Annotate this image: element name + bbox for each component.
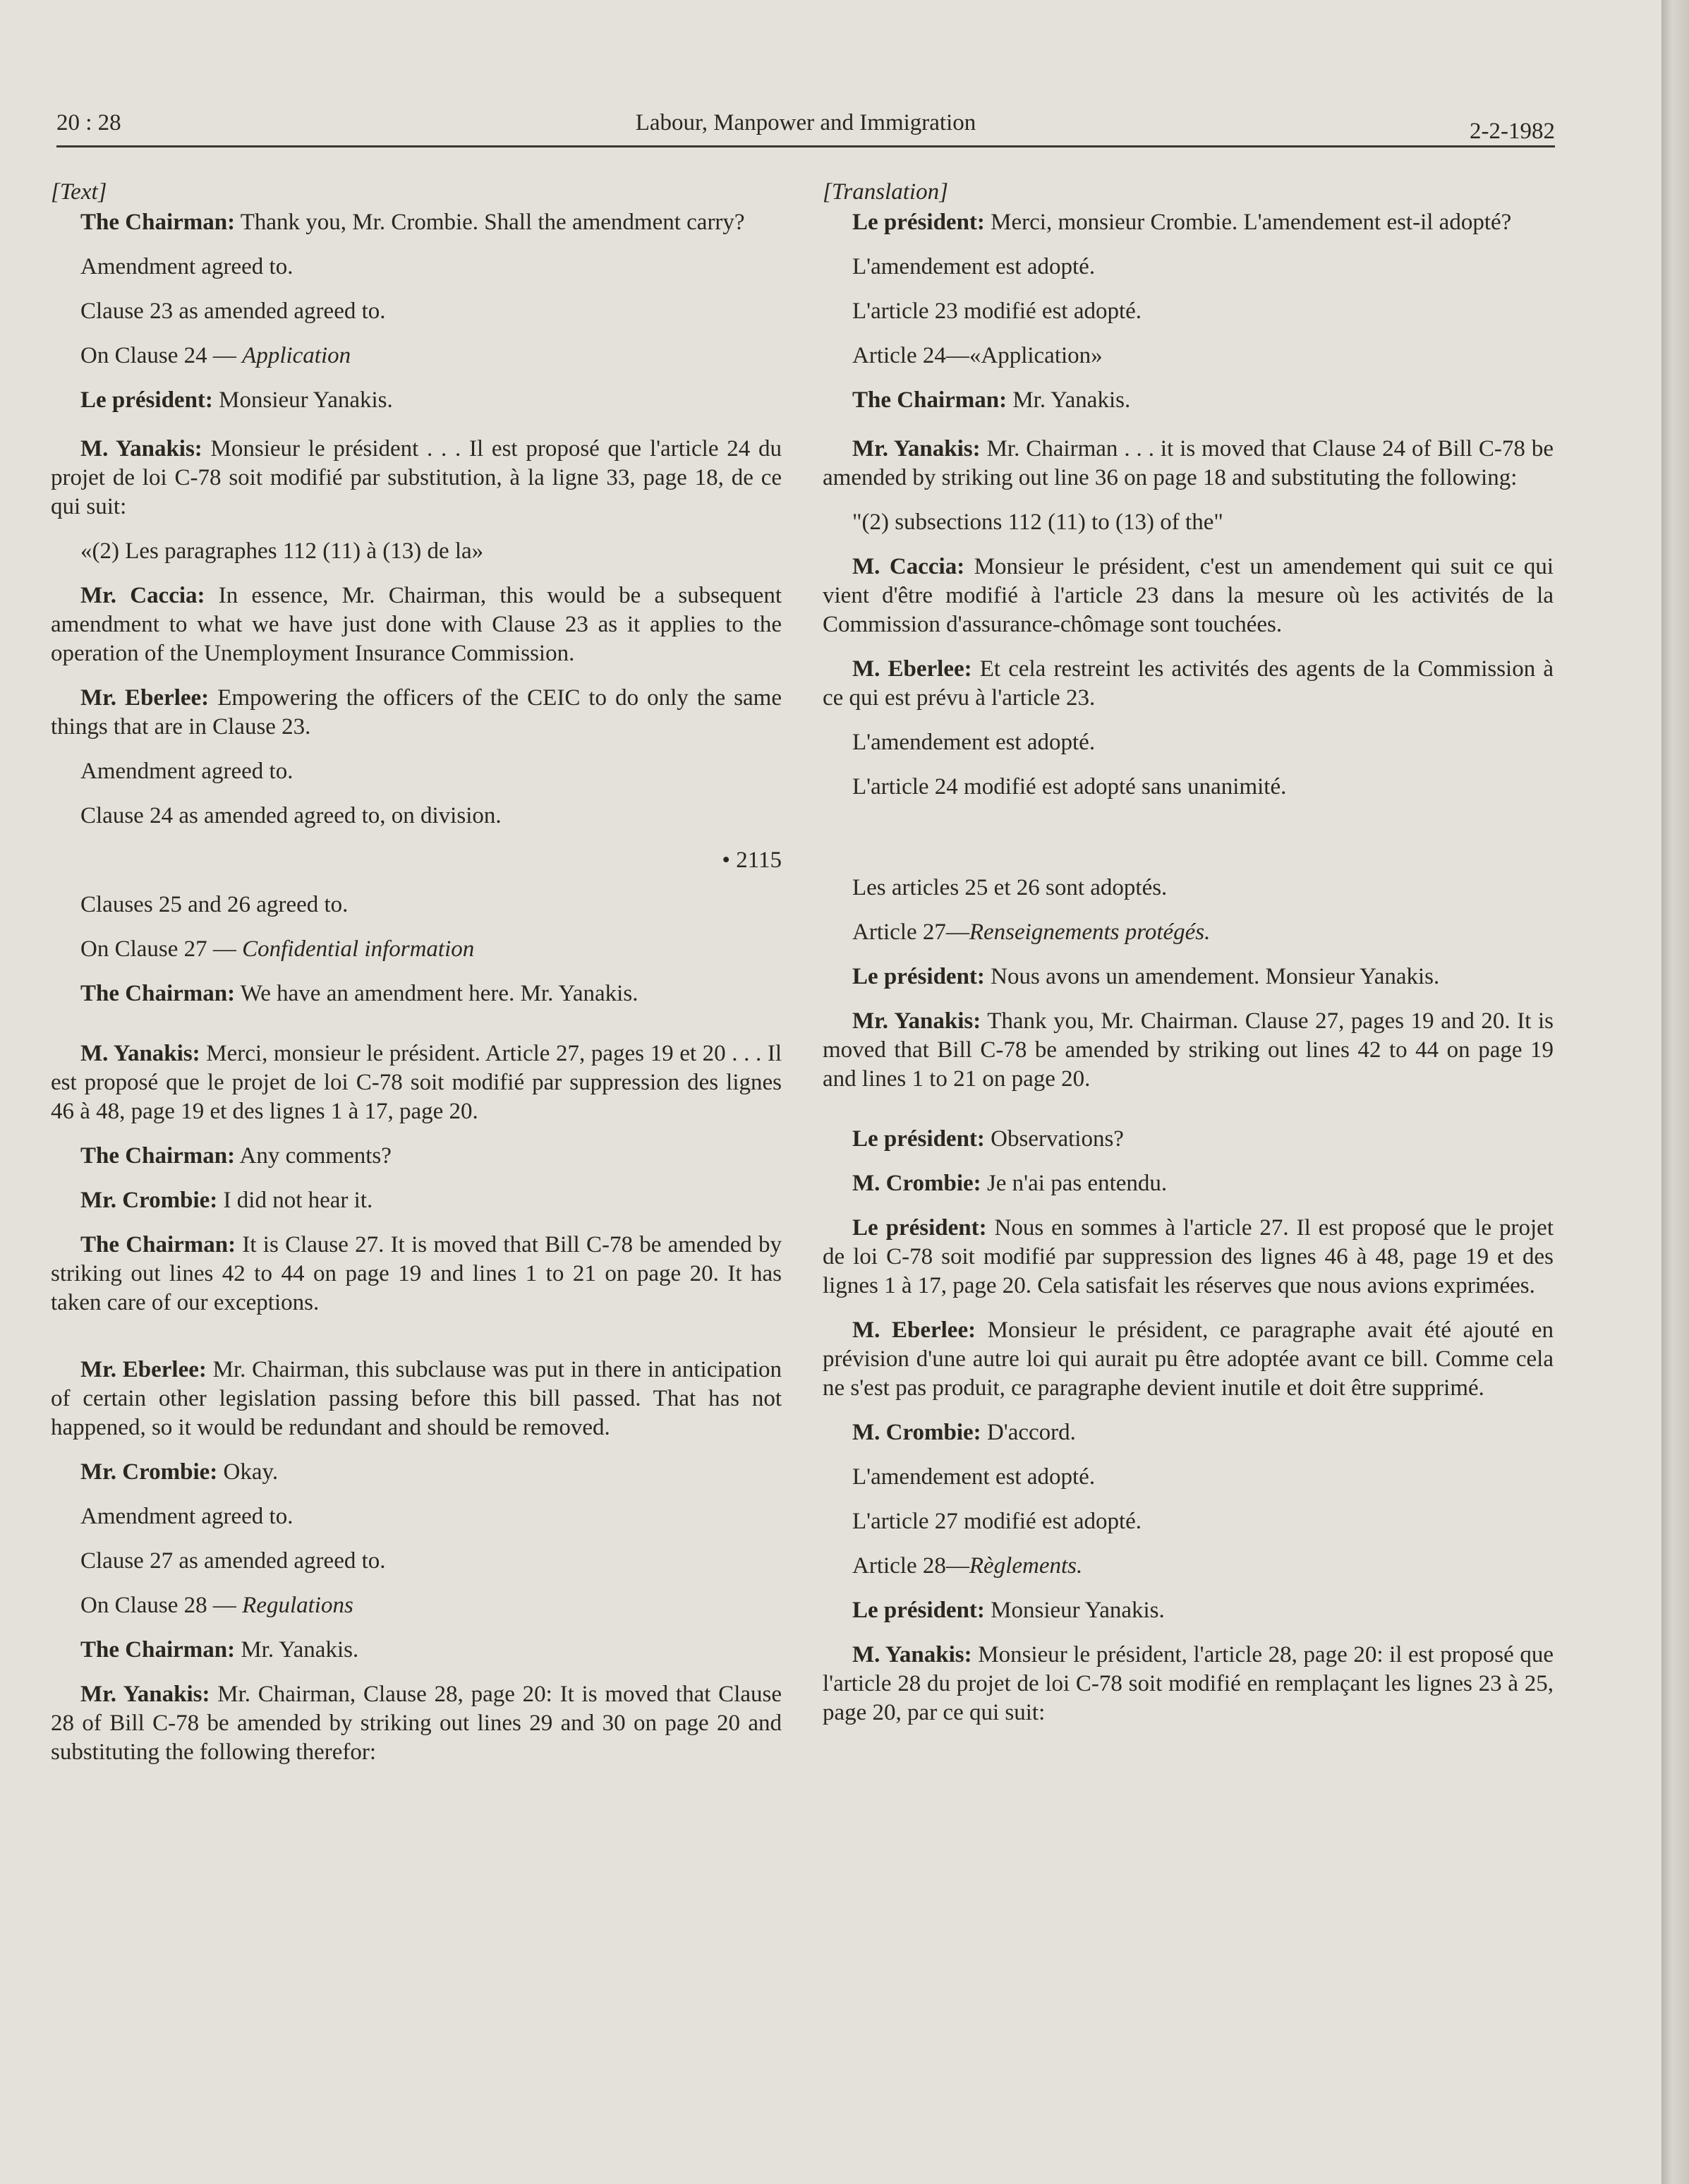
paragraph: M. Caccia: Monsieur le président, c'est un amendement qui suit ce qui vient d'être modifié à l'article 23 dans la mesure où les activités de la Commission d'assurance-chômage sont touchées. <box>823 554 1554 637</box>
speaker: The Chairman: <box>80 1232 236 1257</box>
clause-heading: Article 28—Règlements. <box>852 1553 1083 1579</box>
paragraph: Les articles 25 et 26 sont adoptés. <box>852 875 1168 900</box>
paragraph: Clause 23 as amended agreed to. <box>80 298 386 324</box>
committee-title: Labour, Manpower and Immigration <box>635 110 976 135</box>
paragraph: Amendment agreed to. <box>80 759 293 784</box>
speaker: The Chairman: <box>852 387 1007 413</box>
paragraph: M. Eberlee: Monsieur le président, ce paragraphe avait été ajouté en prévision d'une autre loi qui aurait pu être adoptée avant ce bill. Comme cela ne s'est pas produit, ce paragraphe devient inutile et doit être supprimé. <box>823 1317 1554 1401</box>
paragraph: The Chairman: We have an amendment here. Mr. Yanakis. <box>80 981 638 1006</box>
speaker: Mr. Crombie: <box>80 1459 218 1485</box>
paragraph: Mr. Crombie: Okay. <box>80 1459 279 1485</box>
paragraph: Mr. Caccia: In essence, Mr. Chairman, this would be a subsequent amendment to what we have just done with Clause 23 as it applies to the operation of the Unemployment Insurance Commission. <box>51 583 782 666</box>
speaker: M. Yanakis: <box>80 436 202 461</box>
speaker: Le président: <box>80 387 213 413</box>
paragraph: Le président: Observations? <box>852 1126 1124 1152</box>
paragraph: M. Yanakis: Monsieur le président . . . Il est proposé que l'article 24 du projet de loi C-78 soit modifié par substitution, à la ligne 33, page 18, de ce qui suit: <box>51 436 782 519</box>
paragraph: Mr. Yanakis: Mr. Chairman, Clause 28, page 20: It is moved that Clause 28 of Bill C-78 be amended by striking out lines 29 and 30 on page 20 and substituting the following therefor: <box>51 1682 782 1765</box>
page-number: 20 : 28 <box>56 110 121 135</box>
paragraph: Clause 27 as amended agreed to. <box>80 1548 386 1574</box>
speaker: Mr. Eberlee: <box>80 685 210 711</box>
quoted-text: "(2) subsections 112 (11) to (13) of the" <box>852 509 1223 535</box>
paragraph: M. Eberlee: Et cela restreint les activités des agents de la Commission à ce qui est prévu à l'article 23. <box>823 656 1554 711</box>
running-header <box>56 107 1555 145</box>
speaker: M. Caccia: <box>852 554 965 579</box>
speaker: Le président: <box>852 1215 987 1241</box>
paragraph: Mr. Crombie: I did not hear it. <box>80 1188 373 1213</box>
page-edge <box>1661 0 1689 2184</box>
speaker: Mr. Caccia: <box>80 583 205 608</box>
header-rule <box>56 145 1555 147</box>
paragraph: The Chairman: It is Clause 27. It is moved that Bill C-78 be amended by striking out lines 42 to 44 on page 19 and lines 1 to 21 on page 20. It has taken care of our exceptions. <box>51 1232 782 1315</box>
speaker: The Chairman: <box>80 210 236 235</box>
paragraph: The Chairman: Mr. Yanakis. <box>852 387 1131 413</box>
speaker: M. Yanakis: <box>80 1041 200 1066</box>
speaker: Mr. Crombie: <box>80 1188 218 1213</box>
time-marker: • 2115 <box>722 847 782 873</box>
speaker: M. Crombie: <box>852 1420 981 1445</box>
paragraph: L'amendement est adopté. <box>852 1464 1096 1490</box>
clause-heading: On Clause 28 — Regulations <box>80 1593 353 1618</box>
paragraph: Le président: Merci, monsieur Crombie. L'amendement est-il adopté? <box>852 210 1512 235</box>
paragraph: Mr. Eberlee: Empowering the officers of the CEIC to do only the same things that are in Clause 23. <box>51 685 782 740</box>
issue-date: 2-2-1982 <box>1470 119 1555 144</box>
speaker: Le président: <box>852 210 985 235</box>
clause-heading: On Clause 24 — Application <box>80 343 351 368</box>
speaker: M. Eberlee: <box>852 1317 976 1343</box>
paragraph: L'article 23 modifié est adopté. <box>852 298 1142 324</box>
clause-heading: Article 24—«Application» <box>852 343 1103 368</box>
paragraph: L'article 27 modifié est adopté. <box>852 1509 1142 1534</box>
speaker: The Chairman: <box>80 1143 236 1169</box>
speaker: Mr. Yanakis: <box>80 1682 210 1707</box>
speaker: The Chairman: <box>80 1637 236 1663</box>
paragraph: M. Crombie: D'accord. <box>852 1420 1076 1445</box>
paragraph: M. Crombie: Je n'ai pas entendu. <box>852 1171 1168 1196</box>
clause-heading: On Clause 27 — Confidential information <box>80 936 475 962</box>
paragraph: Le président: Nous avons un amendement. Monsieur Yanakis. <box>852 964 1440 989</box>
text-tag: [Text] <box>51 179 107 205</box>
paragraph: Clause 24 as amended agreed to, on division. <box>80 803 502 828</box>
clause-heading: Article 27—Renseignements protégés. <box>852 919 1211 945</box>
speaker: M. Yanakis: <box>852 1642 972 1667</box>
speaker: Le président: <box>852 964 985 989</box>
paragraph: Le président: Monsieur Yanakis. <box>80 387 393 413</box>
speaker: M. Eberlee: <box>852 656 972 682</box>
quoted-text: «(2) Les paragraphes 112 (11) à (13) de la» <box>80 538 484 564</box>
paragraph: Amendment agreed to. <box>80 1504 293 1529</box>
paragraph: The Chairman: Mr. Yanakis. <box>80 1637 359 1663</box>
speaker: M. Crombie: <box>852 1171 981 1196</box>
paragraph: The Chairman: Thank you, Mr. Crombie. Shall the amendment carry? <box>80 210 745 235</box>
speaker: The Chairman: <box>80 981 236 1006</box>
paragraph: Mr. Yanakis: Mr. Chairman . . . it is moved that Clause 24 of Bill C-78 be amended by striking out line 36 on page 18 and substituting the following: <box>823 436 1554 490</box>
left-column <box>51 178 782 1782</box>
paragraph: The Chairman: Any comments? <box>80 1143 392 1169</box>
paragraph: Le président: Nous en sommes à l'article 27. Il est proposé que le projet de loi C-78 soit modifié par suppression des lignes 46 à 48, page 19 et des lignes 1 à 17, page 20. Cela satisfait les réserves que nous avions exprimées. <box>823 1215 1554 1298</box>
speaker: Le président: <box>852 1126 985 1152</box>
paragraph: Clauses 25 and 26 agreed to. <box>80 892 349 917</box>
translation-tag: [Translation] <box>823 179 948 205</box>
right-column <box>823 178 1554 1743</box>
paragraph: M. Yanakis: Monsieur le président, l'article 28, page 20: il est proposé que l'article 28 du projet de loi C-78 soit modifié en remplaçant les lignes 23 à 25, page 20, par ce qui suit: <box>823 1642 1554 1725</box>
speaker: Le président: <box>852 1598 985 1623</box>
paragraph: Le président: Monsieur Yanakis. <box>852 1598 1165 1623</box>
speaker: Mr. Yanakis: <box>852 436 981 461</box>
paragraph: L'amendement est adopté. <box>852 254 1096 279</box>
paragraph: Mr. Yanakis: Thank you, Mr. Chairman. Clause 27, pages 19 and 20. It is moved that Bill C-78 be amended by striking out lines 42 to 44 on page 19 and lines 1 to 21 on page 20. <box>823 1008 1554 1092</box>
speaker: Mr. Eberlee: <box>80 1357 207 1382</box>
paragraph: Amendment agreed to. <box>80 254 293 279</box>
paragraph: L'amendement est adopté. <box>852 730 1096 755</box>
paragraph: Mr. Eberlee: Mr. Chairman, this subclause was put in there in anticipation of certain other legislation passing before this bill passed. That has not happened, so it would be redundant and should be removed. <box>51 1357 782 1440</box>
speaker: Mr. Yanakis: <box>852 1008 981 1034</box>
paragraph: M. Yanakis: Merci, monsieur le président. Article 27, pages 19 et 20 . . . Il est proposé que le projet de loi C-78 soit modifié par suppression des lignes 46 à 48, page 19 et des lignes 1 à 17, page 20. <box>51 1041 782 1124</box>
paragraph: L'article 24 modifié est adopté sans unanimité. <box>852 774 1287 800</box>
